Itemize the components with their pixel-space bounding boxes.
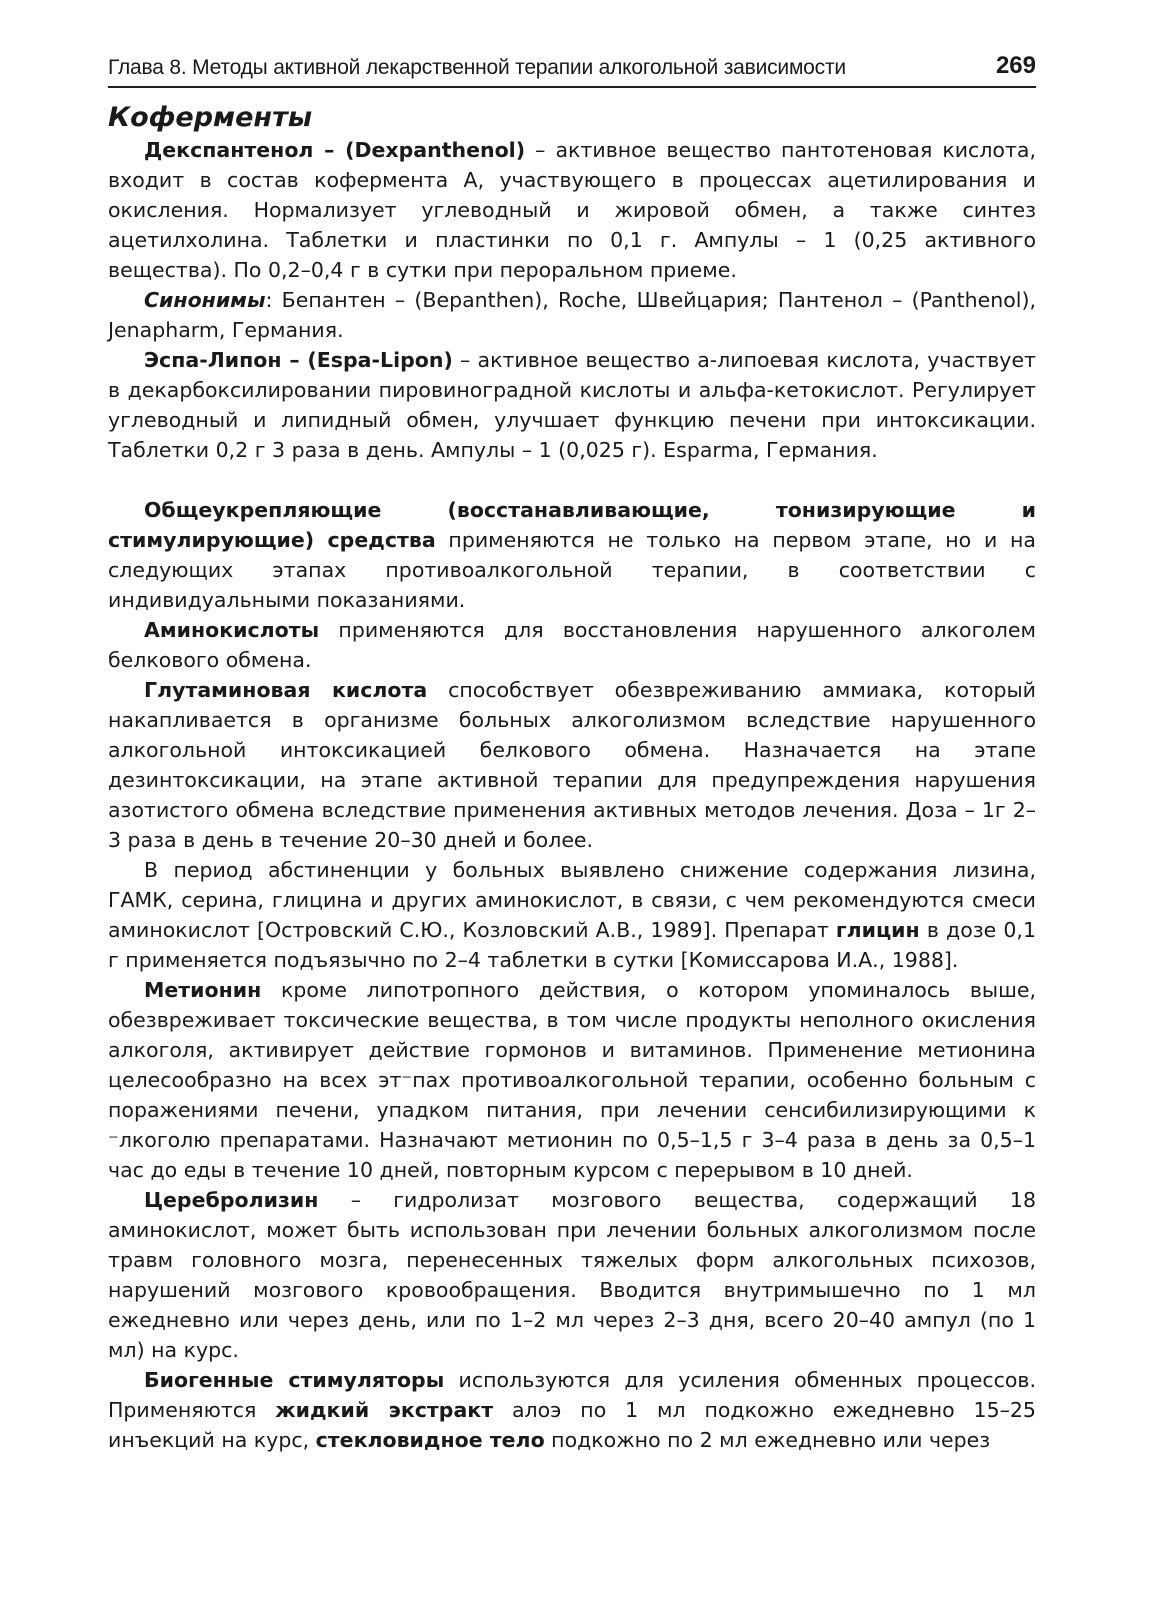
- section-title: Коферменты: [108, 102, 313, 133]
- text-tonic: применяются не только на первом этапе, но и на следующих этапах противоалкогольной терапии, в соответствии с индивидуальными показаниями.: [108, 528, 1036, 612]
- term-biogenic: Биогенные стимуляторы: [144, 1368, 445, 1392]
- text-synonyms: : Бепантен – (Bepanthen), Roche, Швейцария; Пантенол – (Panthenol), Jenapharm, Германия.: [108, 288, 1036, 342]
- text-dexpanthenol: – активное вещество пантотеновая кислота, входит в состав кофермента А, участвующего в процессах ацетилирования и окисления. Нормализует углеводный и жировой обмен, а также синтез ацетилхолина. Таблетки и пластинки по 0,1 г. Ампулы – 1 (0,25 активного вещества). По 0,2–0,4 г в сутки при пероральном приеме.: [108, 138, 1036, 282]
- term-espa-lipon: Эспа-Липон – (Espa-Lipon): [144, 348, 453, 372]
- text-biogenic-a: используются для усиления обменных процессов. Применяются: [108, 1368, 1036, 1422]
- text-abstinence-a: В период абстиненции у больных выявлено снижение содержания лизина, ГАМК, серина, глицина и других аминокислот, в связи, с чем рекомендуются смеси аминокислот [Островский С.Ю., Козловский А.В., 1989]. Препарат: [108, 858, 1036, 942]
- paragraph-aminoacids: [108, 615, 1036, 675]
- running-title: Глава 8. Методы активной лекарственной терапии алкогольной зависимости: [108, 56, 846, 79]
- term-liquid-extract: жидкий экстракт: [275, 1398, 494, 1422]
- text-biogenic-c: подкожно по 2 мл ежедневно или через: [544, 1428, 991, 1452]
- paragraph-tonic: [108, 495, 1036, 615]
- label-synonyms: Синонимы: [144, 288, 266, 312]
- term-vitreous-body: стекловидное тело: [315, 1428, 545, 1452]
- paragraph-methionine: [108, 975, 1036, 1185]
- term-glutamic: Глутаминовая кислота: [144, 678, 428, 702]
- paragraph-espa-lipon: [108, 345, 1036, 465]
- page-header: [108, 52, 1036, 88]
- text-biogenic-b: алоэ по 1 мл подкожно ежедневно 15–25 инъекций на курс,: [108, 1398, 1036, 1452]
- paragraph-synonyms: [108, 285, 1036, 345]
- text-abstinence-b: в дозе 0,1 г применяется подъязычно по 2–4 таблетки в сутки [Комиссарова И.А., 1988].: [108, 918, 1036, 972]
- term-aminoacids: Аминокислоты: [144, 618, 320, 642]
- text-cerebrolysin: – гидролизат мозгового вещества, содержащий 18 аминокислот, может быть использован при лечении больных алкоголизмом после травм головного мозга, перенесенных тяжелых форм алкогольных психозов, нарушений мозгового кровообращения. Вводится внутримышечно по 1 мл ежедневно или через день, или по 1–2 мл через 2–3 дня, всего 20–40 ампул (по 1 мл) на курс.: [108, 1188, 1036, 1362]
- paragraph-cerebrolysin: [108, 1185, 1036, 1365]
- term-glycine: глицин: [835, 918, 920, 942]
- term-cerebrolysin: Церебролизин: [144, 1188, 319, 1212]
- paragraph-abstinence: [108, 855, 1036, 975]
- paragraph-dexpanthenol: [108, 135, 1036, 285]
- page-number: 269: [995, 52, 1036, 79]
- book-page: [108, 52, 1036, 1455]
- text-methionine: кроме липотропного действия, о котором упоминалось выше, обезвреживает токсические вещества, в том числе продукты неполного окисления алкоголя, активирует действие гормонов и витаминов. Применение метионина целесообразно на всех эт⁻пах противоалкогольной терапии, особенно больным с поражениями печени, упадком питания, при лечении сенсибилизирующими к ⁻лкоголю препаратами. Назначают метионин по 0,5–1,5 г 3–4 раза в день за 0,5–1 час до еды в течение 10 дней, повторным курсом с перерывом в 10 дней.: [108, 978, 1036, 1182]
- term-dexpanthenol: Декспантенол – (Dexpanthenol): [144, 138, 526, 162]
- paragraph-gap: [108, 465, 1036, 495]
- text-espa-lipon: – активное вещество а-липоевая кислота, участвует в декарбоксилировании пировиноградной кислоты и альфа-кетокислот. Регулирует углеводный и липидный обмен, улучшает функцию печени при интоксикации. Таблетки 0,2 г 3 раза в день. Ампулы – 1 (0,025 г). Esparma, Германия.: [108, 348, 1036, 462]
- term-methionine: Метионин: [144, 978, 262, 1002]
- paragraph-glutamic: [108, 675, 1036, 855]
- term-tonic: Общеукрепляющие (восстанавливающие, тонизирующие и стимулирующие) средства: [108, 498, 1036, 552]
- text-glutamic: способствует обезвреживанию аммиака, который накапливается в организме больных алкоголизмом вследствие нарушенного алкогольной интоксикацией белкового обмена. Назначается на этапе дезинтоксикации, на этапе активной терапии для предупреждения нарушения азотистого обмена вследствие применения активных методов лечения. Доза – 1г 2–3 раза в день в течение 20–30 дней и более.: [108, 678, 1037, 852]
- paragraph-biogenic: [108, 1365, 1036, 1455]
- text-aminoacids: применяются для восстановления нарушенного алкоголем белкового обмена.: [108, 618, 1036, 672]
